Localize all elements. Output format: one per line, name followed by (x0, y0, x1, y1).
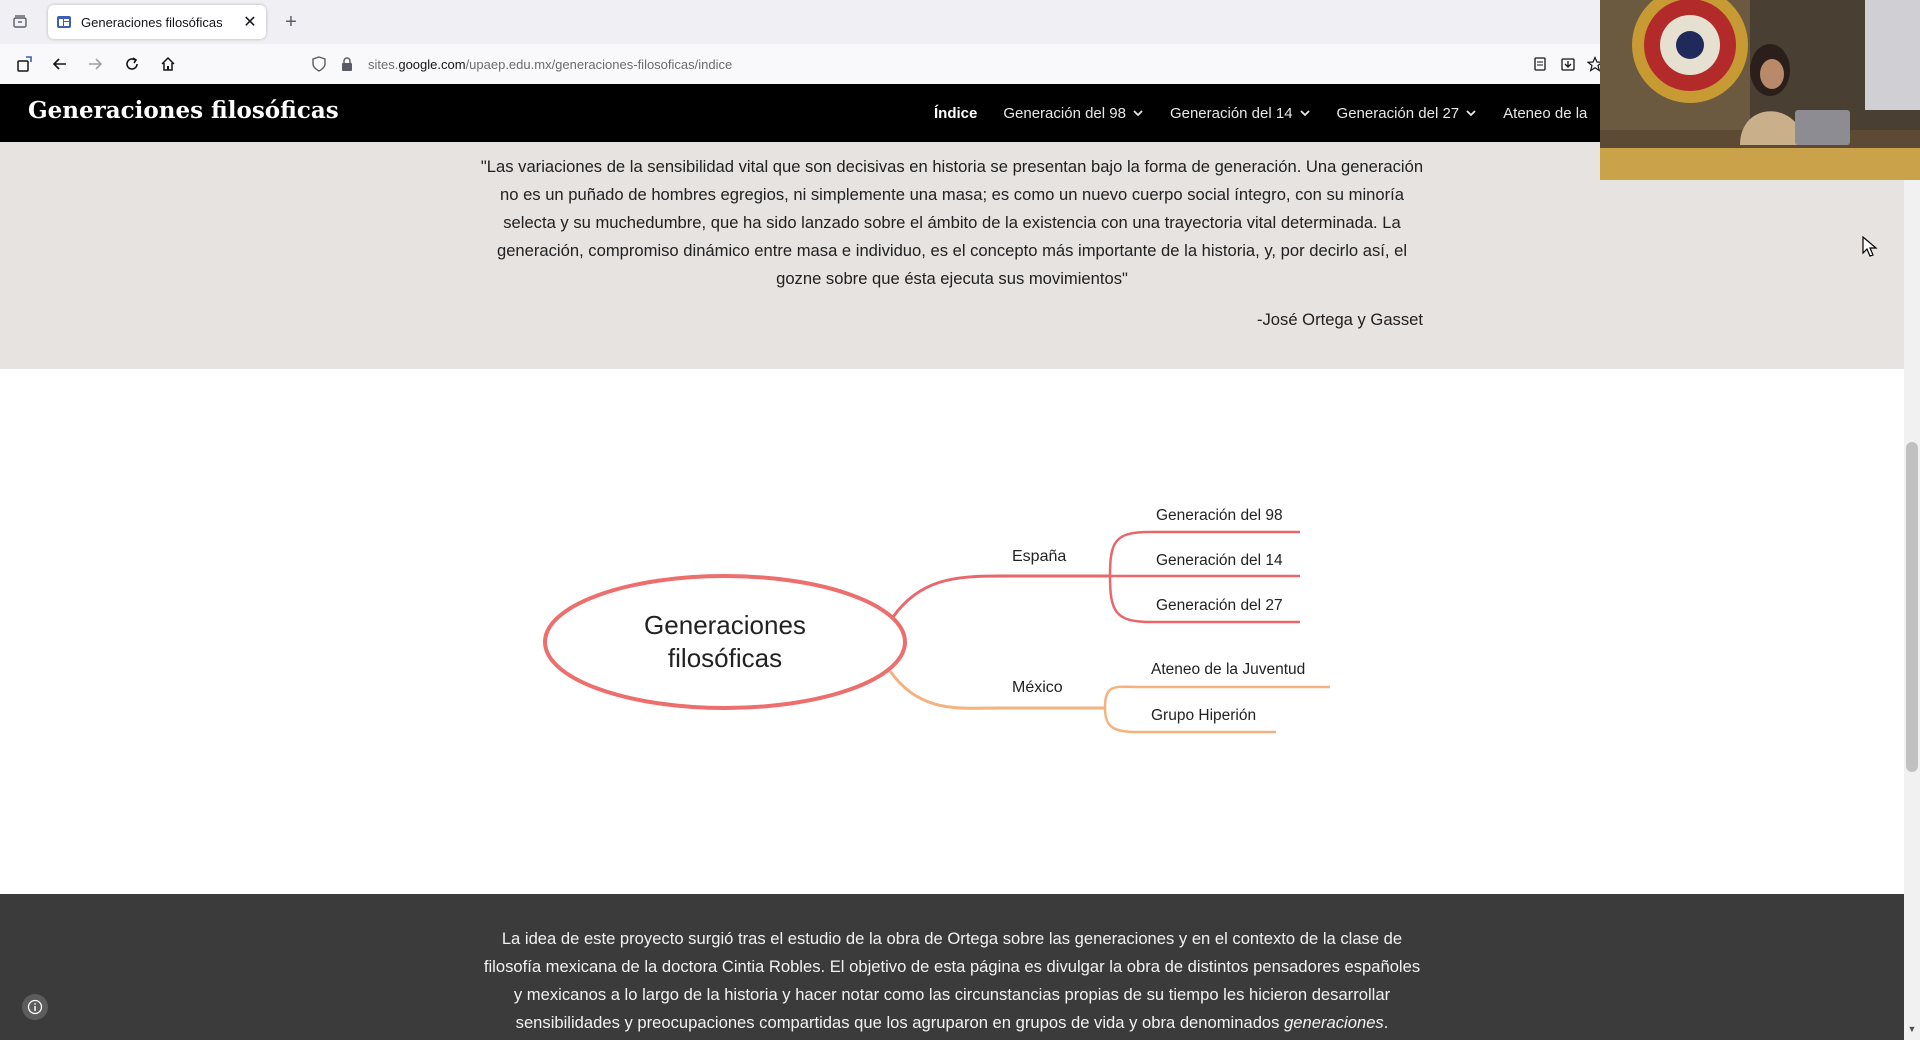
mindmap-center-line2: filosóficas (667, 643, 783, 673)
url-text[interactable]: sites.google.com/upaep.edu.mx/generaciones-filosoficas/indice (368, 56, 733, 72)
close-tab-icon[interactable]: ✕ (243, 14, 257, 31)
connector-spain (893, 576, 1110, 617)
nav-item-indice[interactable]: Índice (934, 104, 978, 122)
leaf-generacion-14[interactable]: Generación del 14 (1156, 552, 1283, 569)
new-tab-icon[interactable]: + (285, 10, 297, 33)
leaf-generacion-27[interactable]: Generación del 27 (1156, 597, 1283, 614)
ortega-quote: "Las variaciones de la sensibilidad vital que son decisivas en historia se presentan bajo la forma de generación. Una generación no es un puñado de hombres egregios, ni simplemente una masa; es como un nuevo cuerpo social íntegro, con su minoría selecta y su muchedumbre, que ha sido lanzado sobre el ámbito de la existencia con una trayectoria vital determinada. La generación, compromiso dinámico entre masa e individuo, es el concepto más importante de la historia, y, por decirlo así, el gozne sobre que ésta ejecuta sus movimientos" (480, 157, 1424, 288)
info-icon[interactable] (22, 994, 48, 1020)
active-tab[interactable] (48, 5, 266, 39)
forward-icon[interactable] (83, 52, 107, 76)
tracking-shield-icon[interactable] (310, 55, 328, 73)
nav-item-generacion-98[interactable]: Generación del 98 (1003, 105, 1144, 122)
site-title[interactable]: Generaciones filosóficas (28, 97, 339, 124)
mouse-cursor-icon (1862, 236, 1878, 263)
leaf-generacion-98[interactable]: Generación del 98 (1156, 507, 1283, 524)
about-section (0, 894, 1904, 1040)
lock-icon[interactable] (338, 55, 356, 73)
url-bar[interactable] (300, 48, 1600, 80)
quote-author: -José Ortega y Gasset (1256, 310, 1423, 329)
chevron-down-icon (1299, 107, 1311, 119)
about-text: La idea de este proyecto surgió tras el estudio de la obra de Ortega sobre las generaciones y en el contexto de la clase de filosofía mexicana de la doctora Cintia Robles. El objetivo de esta página es divulgar la obra de distintos pensadores españoles y mexicanos a lo largo de la historia y hacer notar como las circunstancias propias de su tiempo les hicieron desarrollar sensibilidades y preocupaciones compartidas que los agruparon en grupos de vida y obra denominados generaciones. (483, 929, 1421, 1032)
webcam-video-overlay (1600, 0, 1920, 180)
mindmap-center-ellipse (545, 576, 905, 708)
mindmap-center-line1: Generaciones (644, 610, 806, 640)
scrollbar-thumb[interactable] (1906, 442, 1918, 772)
site-nav (934, 84, 1587, 142)
reload-icon[interactable] (120, 52, 144, 76)
tab-title: Generaciones filosóficas (81, 14, 223, 30)
branch-label-spain: España (1012, 548, 1067, 565)
scroll-down-arrow-icon[interactable]: ▼ (1907, 1024, 1917, 1034)
google-sites-favicon-icon (56, 14, 72, 30)
download-icon[interactable] (1558, 54, 1578, 74)
tab-list-icon[interactable] (10, 12, 30, 32)
leaf-grupo-hiperion[interactable]: Grupo Hiperión (1151, 707, 1257, 724)
reader-view-icon[interactable] (1530, 54, 1550, 74)
branch-label-mexico: México (1012, 679, 1063, 696)
home-icon[interactable] (156, 52, 180, 76)
nav-item-generacion-14[interactable]: Generación del 14 (1170, 105, 1311, 122)
back-icon[interactable] (48, 52, 72, 76)
mindmap-diagram (0, 369, 1904, 894)
mindmap-section (0, 369, 1904, 894)
nav-item-generacion-27[interactable]: Generación del 27 (1337, 105, 1478, 122)
chevron-down-icon (1132, 107, 1144, 119)
connector-ateneo (1105, 687, 1330, 708)
extensions-icon[interactable] (12, 52, 36, 76)
leaf-ateneo-juventud[interactable]: Ateneo de la Juventud (1151, 661, 1306, 678)
chevron-down-icon (1465, 107, 1477, 119)
nav-item-ateneo[interactable]: Ateneo de la (1503, 104, 1588, 122)
connector-mexico (890, 671, 1105, 708)
